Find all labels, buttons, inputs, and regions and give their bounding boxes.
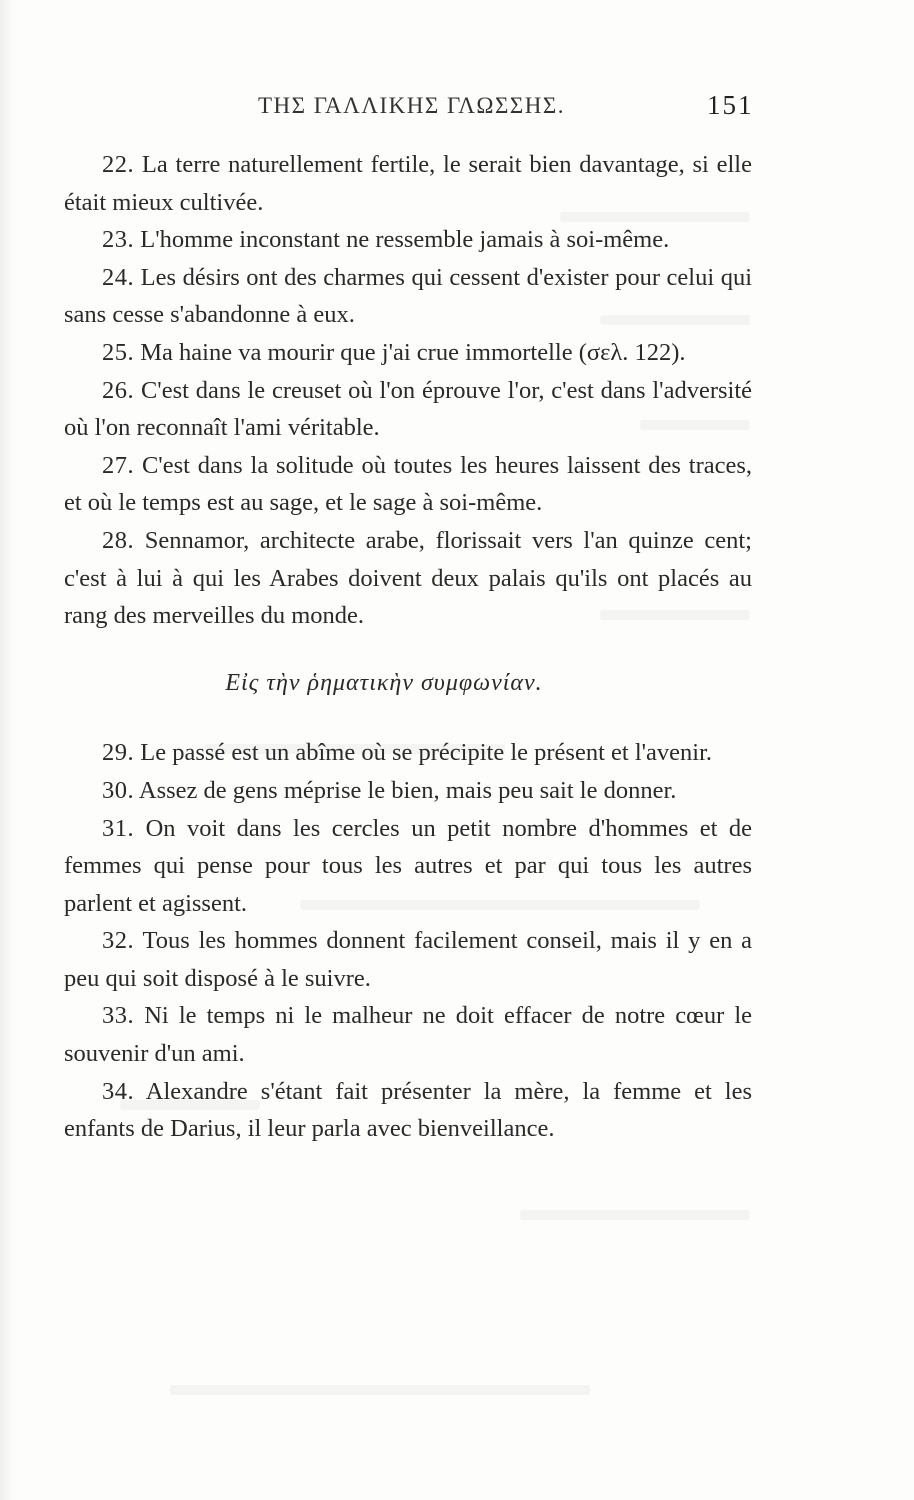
page-edge-shadow [0,0,14,1500]
paragraph-text: Ni le temps ni le malheur ne doit effacer de notre cœur le souvenir d'un ami. [64,1002,753,1068]
paragraph-number: 27. [102,451,135,479]
paragraph-text: Alexandre s'étant fait présenter la mère, la femme et les enfants de Darius, il leur parla avec bienveillance. [64,1077,753,1143]
paragraph-number: 25. [102,338,135,366]
numbered-paragraph [64,146,752,221]
numbered-paragraph [64,522,752,635]
numbered-paragraph [64,372,752,447]
paragraph-text: Assez de gens méprise le bien, mais peu sait le donner. [138,776,677,804]
numbered-paragraph [64,810,752,923]
numbered-paragraph [64,734,752,772]
paragraph-number: 29. [102,739,135,767]
paragraph-number: 22. [102,151,135,178]
numbered-paragraph [64,259,752,334]
page-number: 151 [707,90,754,120]
paragraph-text: Le passé est un abîme où se précipite le présent et l'avenir. [140,739,713,767]
paragraph-number: 28. [102,526,135,554]
body-text [64,146,752,1148]
numbered-paragraph [64,772,752,810]
paragraph-number: 24. [102,263,135,291]
paragraph-text: Les désirs ont des charmes qui cessent d'exister pour celui qui sans cesse s'abandonne à eux. [64,263,753,329]
numbered-paragraph [64,997,752,1072]
paragraph-text: On voit dans les cercles un petit nombre d'hommes et de femmes qui pense pour tous les autres et par qui tous les autres parlent et agissent. [64,814,752,917]
numbered-paragraph [64,447,752,522]
paragraph-number: 32. [102,927,135,955]
paragraph-number: 26. [102,376,135,404]
numbered-paragraph [64,922,752,997]
numbered-paragraph [64,1073,752,1148]
paragraph-number: 31. [102,814,135,842]
numbered-paragraph [64,334,752,372]
numbered-paragraph [64,221,752,259]
paragraph-text: Ma haine va mourir que j'ai crue immortelle (σελ. 122). [140,338,686,366]
paragraph-number: 34. [102,1077,135,1105]
paragraph-text: La terre naturellement fertile, le serait bien davantage, si elle était mieux cultivée. [64,151,752,216]
paragraph-number: 33. [102,1002,135,1030]
bleed-through-mark [520,1210,750,1220]
paragraph-text: Tous les hommes donnent facilement conseil, mais il y en a peu qui soit disposé à le suivre. [64,927,752,992]
paragraph-number: 30. [102,776,135,804]
bleed-through-mark [170,1385,590,1395]
paragraph-text: C'est dans le creuset où l'on éprouve l'or, c'est dans l'adversité où l'on reconnaît l'ami véritable. [64,376,753,442]
section-heading: Εἰς τὴν ῥηματικὴν συμφωνίαν. [225,669,543,696]
paragraph-number: 23. [102,226,135,254]
paragraph-text: Sennamor, architecte arabe, florissait vers l'an quinze cent; c'est à lui à qui les Arabes doivent deux palais qu'ils ont placés au rang des merveilles du monde. [64,526,752,630]
running-header-title: ΤΗΣ ΓΑΛΛΙΚΗΣ ΓΛΩΣΣΗΣ. [258,93,566,118]
paragraph-text: L'homme inconstant ne ressemble jamais à soi-même. [140,226,670,254]
paragraph-text: C'est dans la solitude où toutes les heures laissent des traces, et où le temps est au sage, et le sage à soi-même. [64,451,753,517]
